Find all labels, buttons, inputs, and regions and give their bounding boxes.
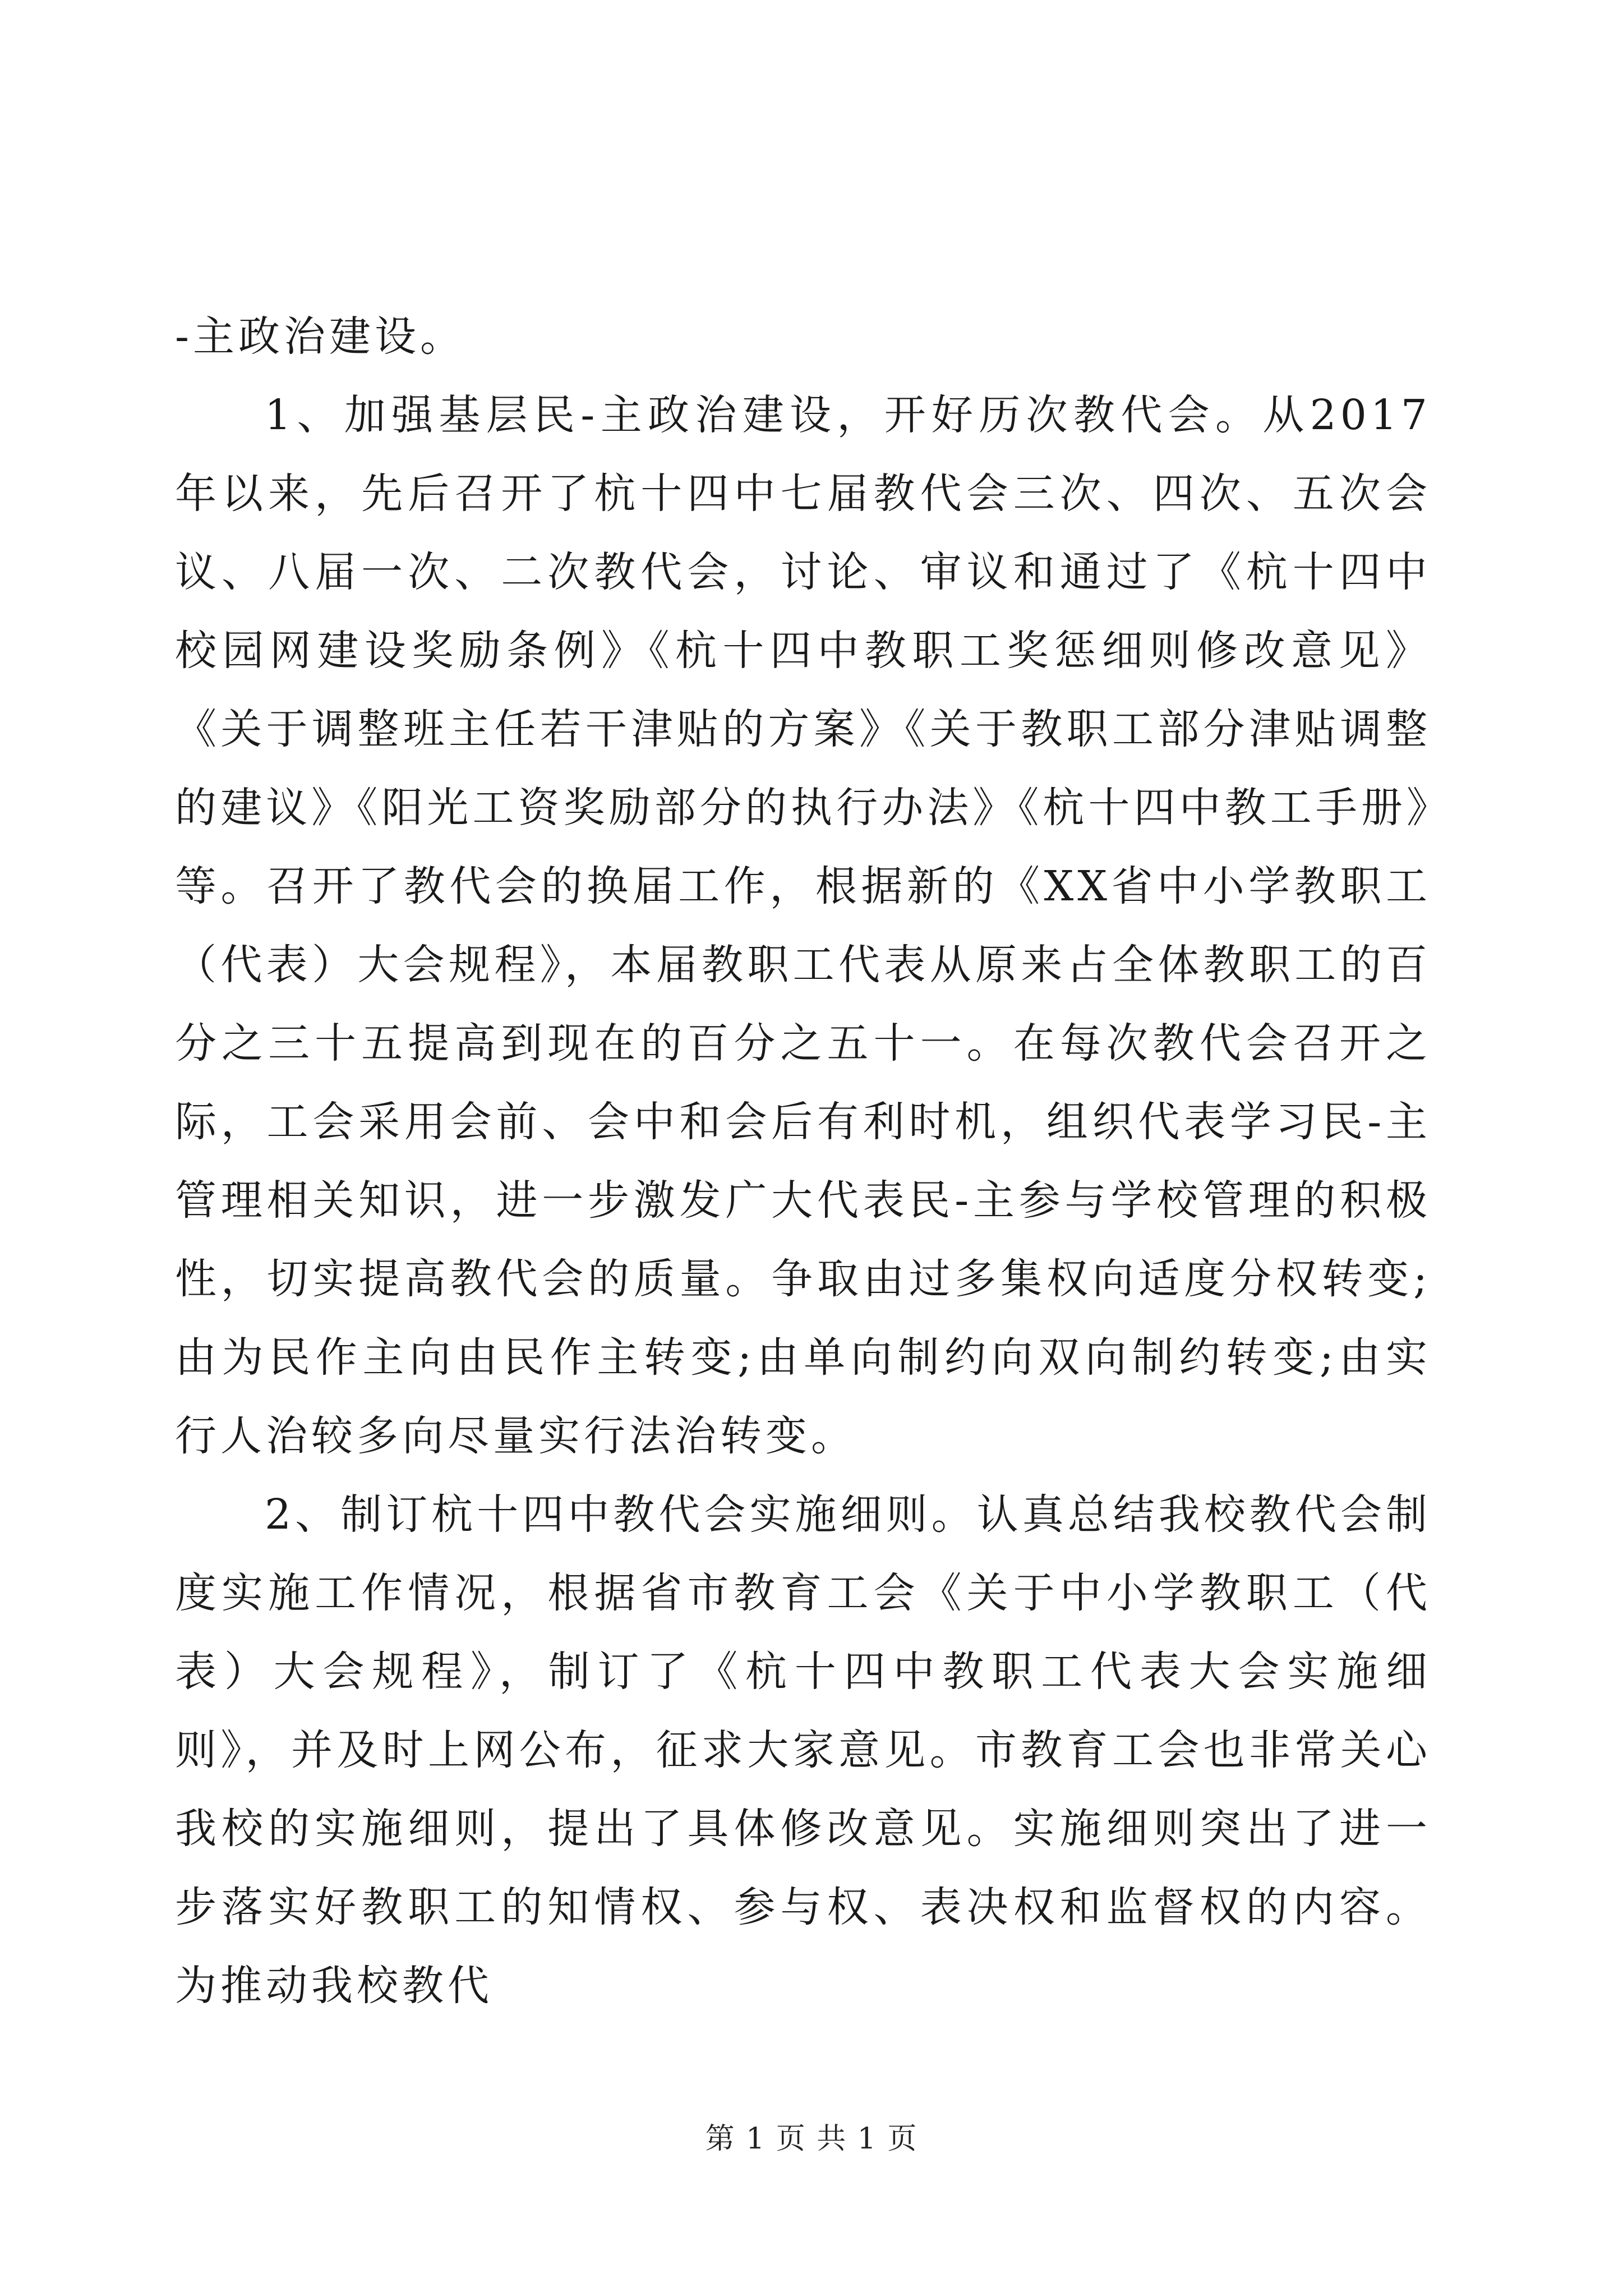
paragraph-continuation: -主政治建设。	[175, 312, 466, 361]
paragraph-item-1: 1、加强基层民-主政治建设，开好历次教代会。从2017年以来，先后召开了杭十四中七届教代会三次、四次、五次会议、八届一次、二次教代会，讨论、审议和通过了《杭十四中校园网建设奖励条例》《杭十四中教职工奖惩细则修改意见》《关于调整班主任若干津贴的方案》《关于教职工部分津贴调整的建议》《阳光工资奖励部分的执行办法》《杭十四中教工手册》等。召开了教代会的换届工作，根据新的《XX省中小学教职工（代表）大会规程》，本届教职工代表从原来占全体教职工的百分之三十五提高到现在的百分之五十一。在每次教代会召开之际，工会采用会前、会中和会后有利时机，组织代表学习民-主管理相关知识，进一步激发广大代表民-主参与学校管理的积极性，切实提高教代会的质量。争取由过多集权向适度分权转变;由为民作主向由民作主转变;由单向制约向双向制约转变;由实行人治较多向尽量实行法治转变。	[175, 391, 1431, 1460]
paragraph-item-2: 2、制订杭十四中教代会实施细则。认真总结我校教代会制度实施工作情况，根据省市教育工会《关于中小学教职工（代表）大会规程》，制订了《杭十四中教职工代表大会实施细则》，并及时上网公布，征求大家意见。市教育工会也非常关心我校的实施细则，提出了具体修改意见。实施细则突出了进一步落实好教职工的知情权、参与权、表决权和监督权的内容。为推动我校教代	[175, 1490, 1431, 2010]
page-footer: 第 1 页 共 1 页	[705, 2122, 918, 2156]
document-body	[175, 297, 1431, 2025]
